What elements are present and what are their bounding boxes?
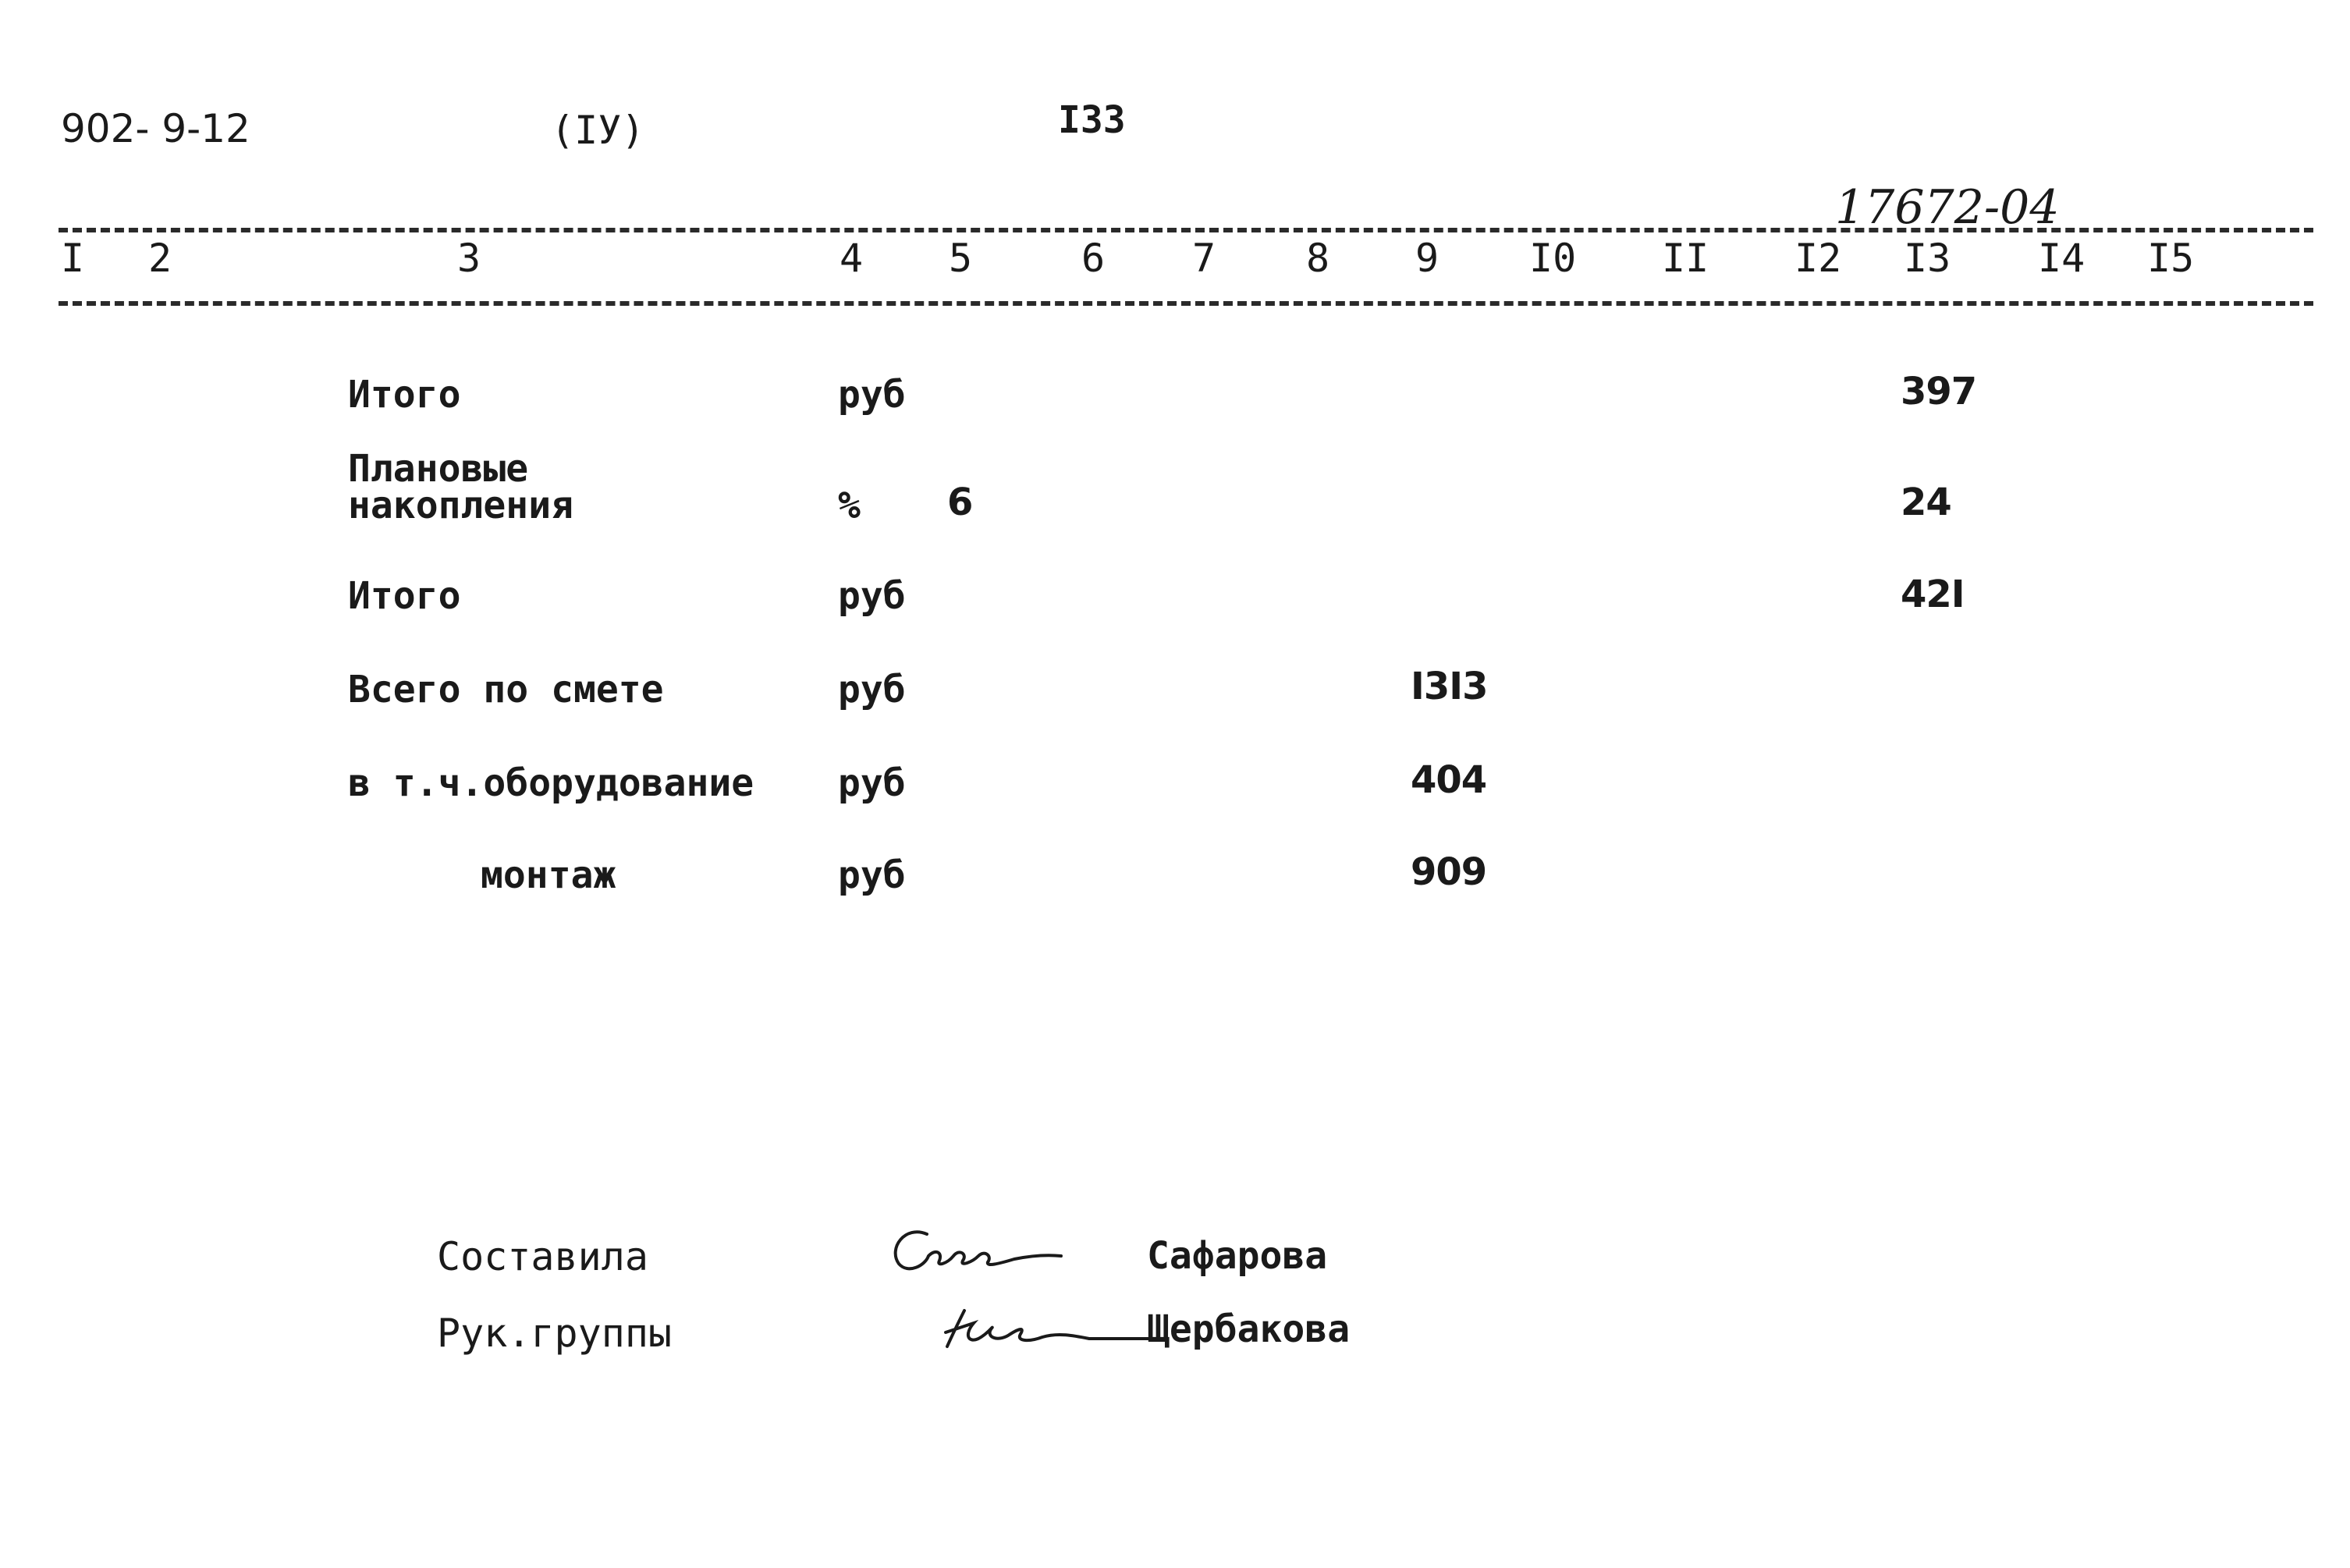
column-number: 4	[840, 236, 864, 281]
row-value-col9: 909	[1411, 850, 1487, 894]
handwritten-signature-1	[882, 1217, 1069, 1279]
row-value-col13: 24	[1901, 481, 1951, 524]
row-value-col13: 42I	[1901, 573, 1965, 616]
row-label: Плановые накопления	[348, 447, 573, 528]
row-unit: руб	[838, 668, 906, 711]
row-value-col9: I3I3	[1411, 665, 1488, 708]
column-number: I0	[1529, 236, 1577, 281]
column-number: 6	[1081, 236, 1106, 281]
column-number: 9	[1415, 236, 1439, 281]
row-unit: руб	[838, 373, 906, 417]
row-value-col13: 397	[1901, 370, 1977, 413]
column-number: 2	[148, 236, 172, 281]
row-unit: %	[838, 484, 861, 527]
column-number: II	[1662, 236, 1709, 281]
section-label: (IУ)	[551, 108, 645, 153]
signature-name: Сафарова	[1147, 1234, 1328, 1278]
column-number: 7	[1192, 236, 1216, 281]
bottom-dashed-rule	[59, 301, 2313, 306]
row-unit: руб	[838, 853, 906, 897]
column-number: I4	[2038, 236, 2086, 281]
signature-name: Щербакова	[1147, 1307, 1351, 1351]
handwritten-signature-2	[933, 1292, 1167, 1362]
column-number: 5	[949, 236, 973, 281]
row-label: Итого	[348, 373, 461, 417]
signature-role: Составила	[437, 1234, 648, 1279]
row-unit: руб	[838, 761, 906, 805]
column-number: 3	[457, 236, 481, 281]
row-label: Всего по смете	[348, 668, 664, 711]
row-unit: руб	[838, 574, 906, 618]
document-code: 902- 9-12	[61, 106, 250, 151]
row-value-col9: 404	[1411, 758, 1487, 802]
column-number: 8	[1306, 236, 1330, 281]
column-number: I5	[2147, 236, 2195, 281]
row-label: Итого	[348, 574, 461, 618]
row-label: в т.ч.оборудование	[348, 761, 754, 805]
top-dashed-rule	[59, 228, 2313, 232]
column-number: I2	[1794, 236, 1842, 281]
column-number: I	[61, 236, 85, 281]
column-number: I3	[1904, 236, 1951, 281]
row-label: монтаж	[481, 853, 616, 897]
handwritten-code: 17672-04	[1835, 180, 2060, 235]
row-percent: 6	[947, 481, 973, 524]
signature-role: Рук.группы	[437, 1311, 673, 1356]
page-number: I33	[1058, 98, 1126, 142]
